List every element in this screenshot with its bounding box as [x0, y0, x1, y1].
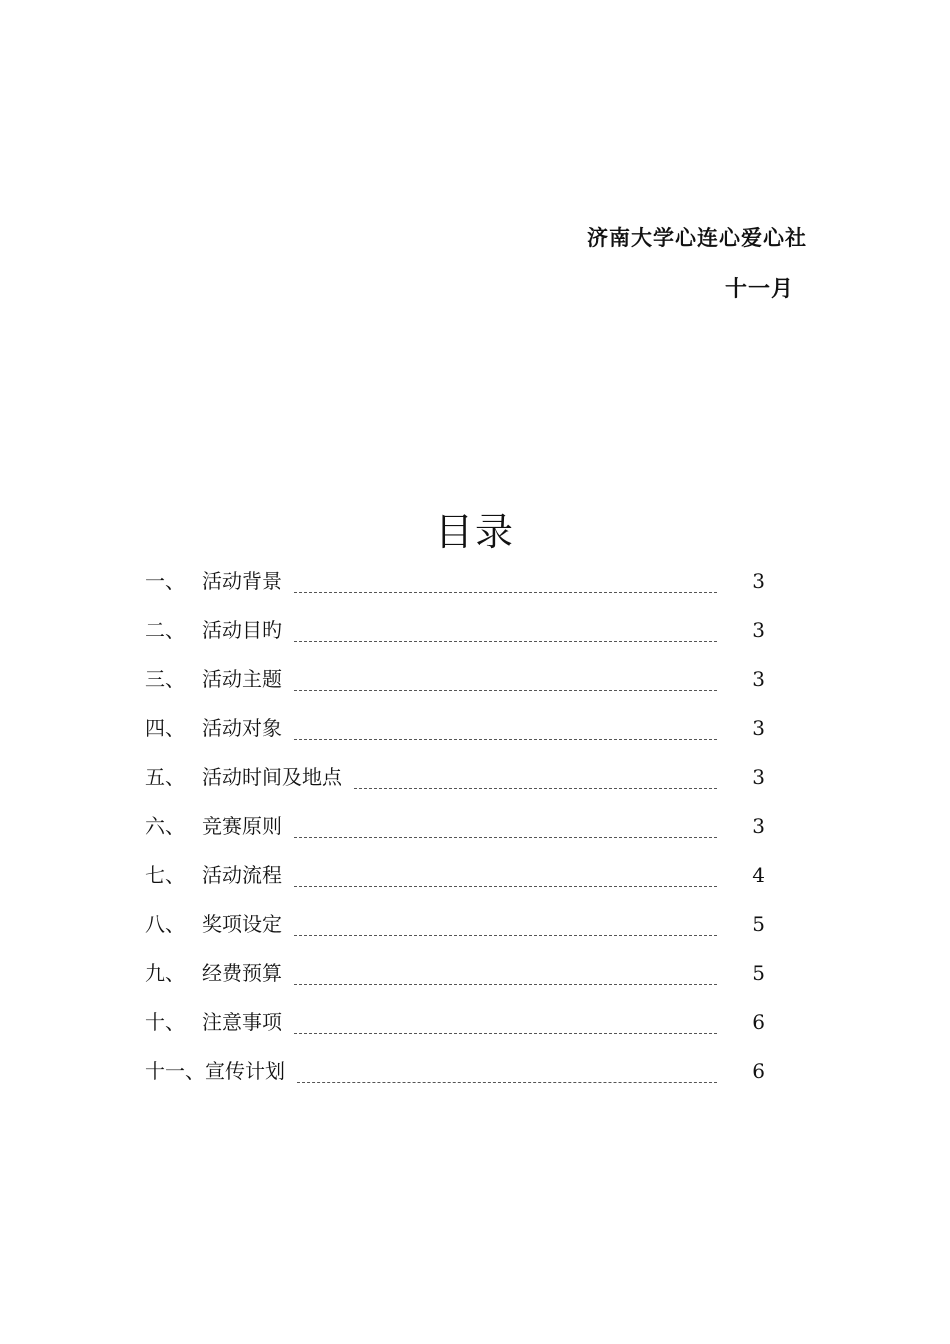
- toc-leader-dots: [294, 566, 717, 593]
- toc-entry-label: 活动流程: [202, 863, 282, 887]
- toc-entry-page: 3: [752, 765, 765, 789]
- toc-entry-label: 竞赛原则: [202, 814, 282, 838]
- toc-entry-page: 5: [752, 961, 765, 985]
- toc-entry-page: 6: [752, 1059, 765, 1083]
- toc-entry-number: 八、: [145, 912, 185, 936]
- toc-entry-label: 活动背景: [202, 569, 282, 593]
- toc-entry-label: 经费预算: [202, 961, 282, 985]
- toc-entry-page: 3: [752, 569, 765, 593]
- toc-entry-number: 三、: [145, 667, 185, 691]
- toc-entry-label: 宣传计划: [205, 1059, 285, 1083]
- toc-entry-page: 4: [752, 863, 765, 887]
- toc-entry-page: 5: [752, 912, 765, 936]
- toc-leader-dots: [294, 1007, 717, 1034]
- toc-entry-number: 十、: [145, 1010, 185, 1034]
- toc-entry-label: 活动主题: [202, 667, 282, 691]
- toc-entry-number: 四、: [145, 716, 185, 740]
- toc-entry-page: 3: [752, 618, 765, 642]
- toc-leader-dots: [294, 909, 717, 936]
- toc-entry-number: 一、: [145, 569, 185, 593]
- toc-entry-page: 3: [752, 716, 765, 740]
- toc-entry-number: 十一、: [145, 1059, 205, 1083]
- toc-entry[interactable]: [145, 958, 765, 1007]
- toc-leader-dots: [354, 762, 717, 789]
- toc-entry-number: 六、: [145, 814, 185, 838]
- toc-entry[interactable]: [145, 566, 765, 615]
- toc-entry-number: 七、: [145, 863, 185, 887]
- toc-entry-page: 3: [752, 667, 765, 691]
- toc-leader-dots: [294, 713, 717, 740]
- toc-entry[interactable]: [145, 713, 765, 762]
- toc-title: 目录: [434, 510, 515, 555]
- toc-entry[interactable]: [145, 615, 765, 664]
- toc-entry[interactable]: [145, 909, 765, 958]
- toc-entry-label: 活动对象: [202, 716, 282, 740]
- toc-entry-number: 九、: [145, 961, 185, 985]
- toc-entry[interactable]: [145, 664, 765, 713]
- toc-entry-number: 二、: [145, 618, 185, 642]
- toc-entry-label: 奖项设定: [202, 912, 282, 936]
- toc-entry[interactable]: [145, 762, 765, 811]
- document-date: 十一月: [724, 277, 794, 302]
- toc-entry-label: 活动目旳: [202, 618, 282, 642]
- table-of-contents: [145, 566, 765, 1105]
- toc-entry[interactable]: [145, 1007, 765, 1056]
- toc-leader-dots: [294, 958, 717, 985]
- toc-leader-dots: [294, 615, 717, 642]
- toc-leader-dots: [294, 664, 717, 691]
- toc-leader-dots: [294, 860, 717, 887]
- toc-entry[interactable]: [145, 860, 765, 909]
- toc-entry-page: 6: [752, 1010, 765, 1034]
- toc-entry[interactable]: [145, 1056, 765, 1105]
- organization-name: 济南大学心连心爱心社: [587, 226, 807, 250]
- toc-entry-page: 3: [752, 814, 765, 838]
- toc-entry[interactable]: [145, 811, 765, 860]
- toc-leader-dots: [294, 811, 717, 838]
- toc-entry-label: 注意事项: [202, 1010, 282, 1034]
- toc-entry-label: 活动时间及地点: [202, 765, 342, 789]
- toc-leader-dots: [297, 1056, 717, 1083]
- toc-entry-number: 五、: [145, 765, 185, 789]
